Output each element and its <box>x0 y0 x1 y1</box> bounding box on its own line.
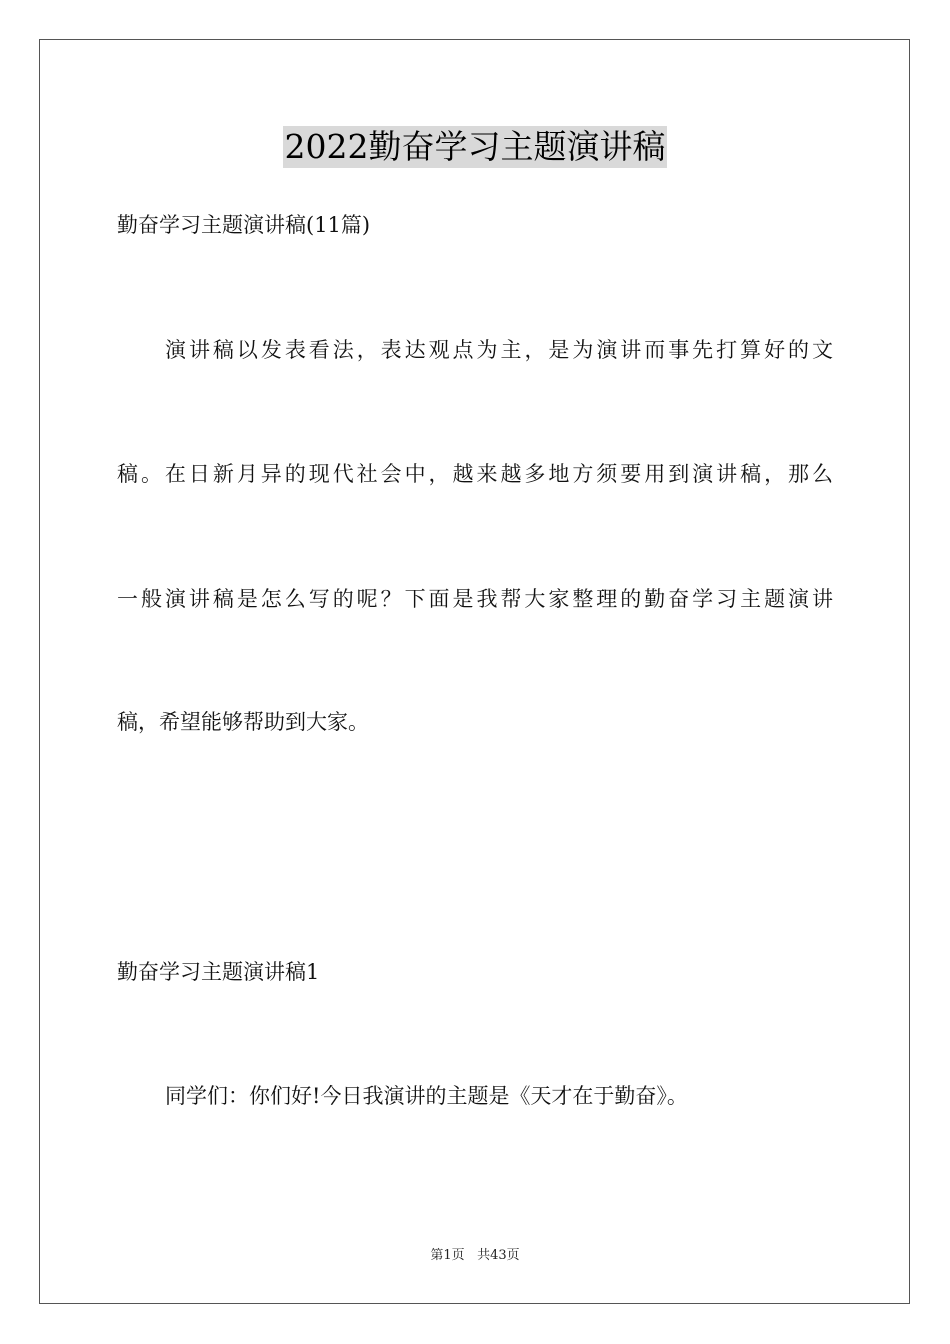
intro-line-3: 一般演讲稿是怎么写的呢？下面是我帮大家整理的勤奋学习主题演讲 <box>117 587 833 611</box>
title-container <box>0 126 950 168</box>
page-footer <box>0 1247 950 1265</box>
page-total: 共43页 <box>477 1248 520 1263</box>
intro-line-2: 稿。在日新月异的现代社会中，越来越多地方须要用到演讲稿，那么 <box>117 462 833 486</box>
intro-line-1: 演讲稿以发表看法，表达观点为主，是为演讲而事先打算好的文 <box>165 338 833 362</box>
intro-line-4: 稿，希望能够帮助到大家。 <box>117 710 369 734</box>
document-title: 2022勤奋学习主题演讲稿 <box>284 127 666 166</box>
page-number: 第1页 <box>430 1248 465 1263</box>
section-first-line: 同学们：你们好!今日我演讲的主题是《天才在于勤奋》。 <box>165 1084 688 1108</box>
document-subtitle: 勤奋学习主题演讲稿(11篇) <box>117 213 371 237</box>
section-heading: 勤奋学习主题演讲稿1 <box>117 960 320 984</box>
